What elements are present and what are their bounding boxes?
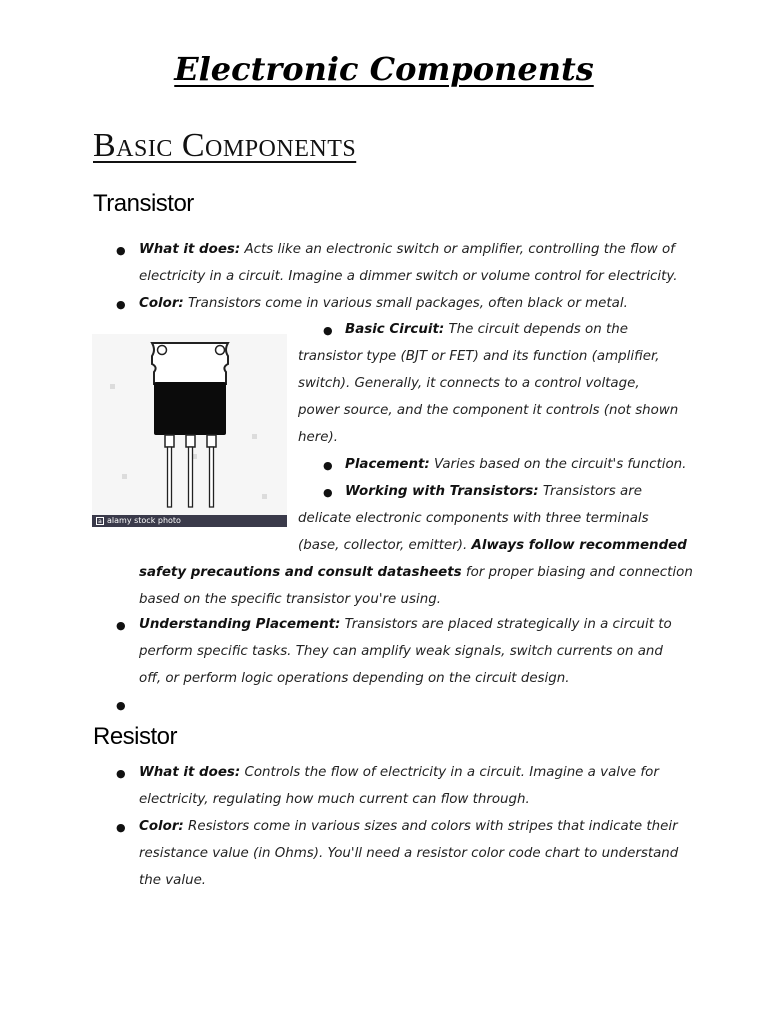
bullet-point: ● xyxy=(116,821,126,834)
resistor-what-it-does-line xyxy=(139,759,659,786)
bold-text: Always follow recommended xyxy=(471,538,687,553)
text: (base, collector, emitter). xyxy=(298,538,472,553)
transistor-basic-circuit-line xyxy=(345,316,628,343)
transistor-basic-circuit-cont: here). xyxy=(298,430,338,445)
bullet-point: ● xyxy=(116,619,126,632)
section-heading-text: Basic Components xyxy=(93,127,357,164)
text: Controls the flow of electricity in a circuit. Imagine a valve for xyxy=(240,765,659,780)
section-heading xyxy=(93,127,356,165)
transistor-basic-circuit-cont: power source, and the component it controls (not shown xyxy=(298,403,679,418)
text: The circuit depends on the xyxy=(444,322,628,337)
transistor-working-cont xyxy=(298,532,687,559)
text: Transistors come in various small packages, often black or metal. xyxy=(183,296,628,311)
transistor-understanding-line xyxy=(139,611,672,638)
text: Transistors are placed strategically in a circuit to xyxy=(340,617,672,632)
bold-text: safety precautions and consult datasheets xyxy=(139,565,462,580)
transistor-what-it-does-line xyxy=(139,236,675,263)
label: Placement: xyxy=(345,457,430,472)
bullet-point: ● xyxy=(116,244,126,257)
transistor-working-line xyxy=(345,478,642,505)
resistor-color-line xyxy=(139,813,678,840)
resistor-color-cont: the value. xyxy=(139,873,207,888)
transistor-working-cont xyxy=(139,559,693,586)
transistor-illustration xyxy=(92,334,287,515)
bullet-point: ● xyxy=(116,298,126,311)
transistor-placement-line xyxy=(345,451,686,478)
transistor-working-cont: based on the specific transistor you're using. xyxy=(139,592,441,607)
label: What it does: xyxy=(139,242,241,257)
alamy-logo-icon: a xyxy=(96,517,104,525)
transistor-understanding-cont: off, or perform logic operations depending on the circuit design. xyxy=(139,671,570,686)
label: What it does: xyxy=(139,765,241,780)
text: Transistors are xyxy=(538,484,642,499)
photo-caption: alamy stock photo xyxy=(107,516,181,525)
label: Color: xyxy=(139,296,184,311)
photo-caption-bar xyxy=(92,515,287,527)
text: Resistors come in various sizes and colors with stripes that indicate their xyxy=(183,819,678,834)
label: Working with Transistors: xyxy=(345,484,539,499)
document-title-text: Electronic Components xyxy=(174,50,594,88)
text: Acts like an electronic switch or amplifier, controlling the flow of xyxy=(240,242,675,257)
resistor-heading: Resistor xyxy=(93,723,178,750)
resistor-color-cont: resistance value (in Ohms). You'll need a resistor color code chart to understand xyxy=(139,846,679,861)
text: for proper biasing and connection xyxy=(461,565,693,580)
document-title xyxy=(0,50,768,88)
label: Understanding Placement: xyxy=(139,617,341,632)
transistor-basic-circuit-cont: transistor type (BJT or FET) and its function (amplifier, xyxy=(298,349,660,364)
transistor-basic-circuit-cont: switch). Generally, it connects to a control voltage, xyxy=(298,376,640,391)
transistor-heading: Transistor xyxy=(93,190,194,217)
bullet-point: ● xyxy=(323,324,333,337)
bullet-point: ● xyxy=(116,767,126,780)
bullet-point: ● xyxy=(323,459,333,472)
transistor-what-it-does-cont: electricity in a circuit. Imagine a dimmer switch or volume control for electricity. xyxy=(139,269,678,284)
label: Color: xyxy=(139,819,184,834)
resistor-what-it-does-cont: electricity, regulating how much current can flow through. xyxy=(139,792,530,807)
bullet-point-empty: ● xyxy=(116,699,126,712)
text: Varies based on the circuit's function. xyxy=(429,457,687,472)
bullet-point: ● xyxy=(323,486,333,499)
transistor-understanding-cont: perform specific tasks. They can amplify weak signals, switch currents on and xyxy=(139,644,663,659)
transistor-working-cont: delicate electronic components with three terminals xyxy=(298,511,649,526)
transistor-color-line xyxy=(139,290,628,317)
label: Basic Circuit: xyxy=(345,322,445,337)
transistor-photo xyxy=(92,334,287,527)
